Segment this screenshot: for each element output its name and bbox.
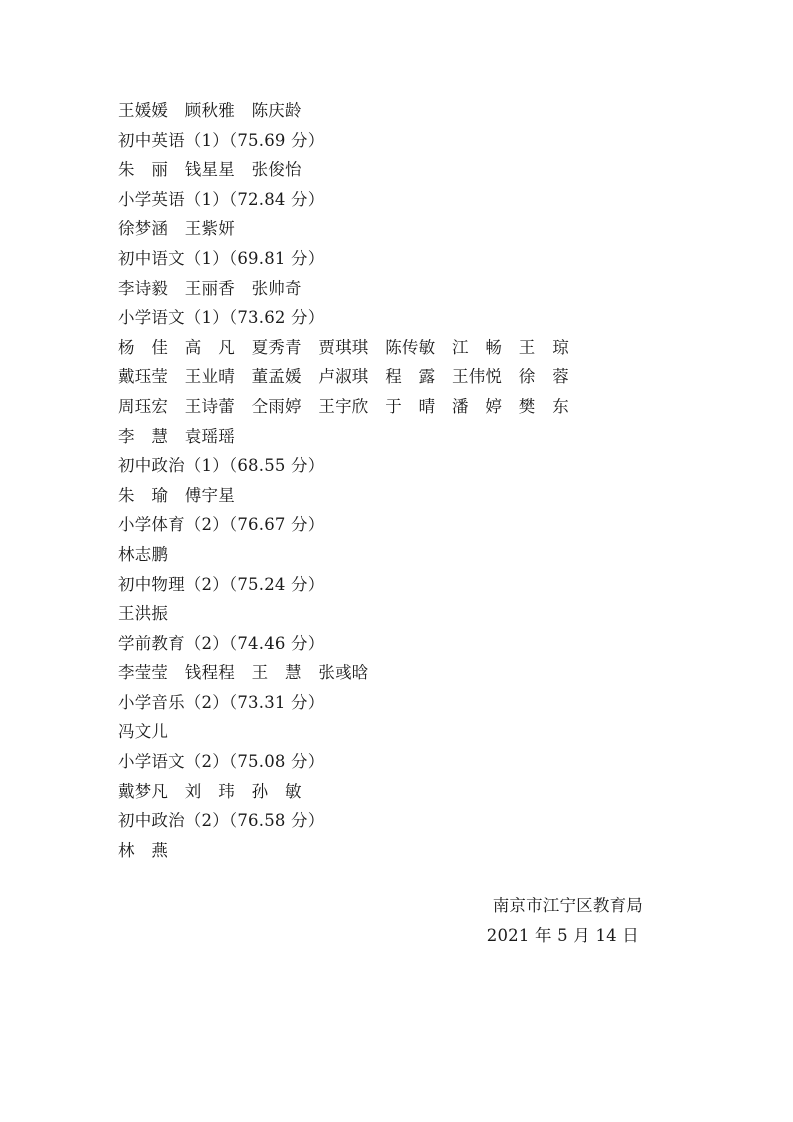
subject-heading: 初中语文（1）（69.81 分） — [118, 248, 325, 268]
name-row: 林 燕 — [118, 840, 169, 860]
name-row: 戴珏莹 王业晴 董孟媛 卢淑琪 程 露 王伟悦 徐 蓉 — [118, 367, 569, 387]
subject-heading: 小学语文（2）（75.08 分） — [118, 752, 325, 772]
subject-heading: 小学英语（1）（72.84 分） — [118, 189, 325, 209]
subject-heading: 小学体育（2）（76.67 分） — [118, 515, 325, 535]
name-row: 林志鹏 — [118, 544, 169, 564]
subject-heading: 初中政治（2）（76.58 分） — [118, 811, 325, 831]
name-row: 冯文儿 — [118, 722, 169, 742]
name-row: 周珏宏 王诗蕾 仝雨婷 王宇欣 于 晴 潘 婷 樊 东 — [118, 396, 569, 416]
name-row: 王洪振 — [118, 604, 169, 624]
name-row: 朱 瑜 傅宇星 — [118, 485, 235, 505]
name-row: 王媛媛 顾秋雅 陈庆龄 — [118, 101, 302, 120]
subject-heading: 初中物理（2）（75.24 分） — [118, 574, 325, 594]
subject-heading: 小学语文（1）（73.62 分） — [118, 308, 325, 328]
signature-block — [463, 891, 643, 950]
subject-heading: 小学音乐（2）（73.31 分） — [118, 692, 325, 712]
name-list — [118, 96, 638, 865]
subject-heading: 初中英语（1）（75.69 分） — [118, 130, 325, 150]
name-row: 徐梦涵 王紫妍 — [118, 219, 235, 239]
subject-heading: 初中政治（1）（68.55 分） — [118, 456, 325, 476]
name-row: 李 慧 袁瑶瑶 — [118, 426, 235, 446]
name-row: 戴梦凡 刘 玮 孙 敏 — [118, 781, 302, 801]
issuing-organization: 南京市江宁区教育局 — [492, 896, 643, 915]
name-row: 李莹莹 钱程程 王 慧 张彧晗 — [118, 663, 369, 683]
subject-heading: 学前教育（2）（74.46 分） — [118, 633, 325, 653]
name-row: 李诗毅 王丽香 张帅奇 — [118, 278, 302, 298]
name-row: 杨 佳 高 凡 夏秀青 贾琪琪 陈传敏 江 畅 王 琼 — [118, 337, 569, 357]
name-row: 朱 丽 钱星星 张俊怡 — [118, 160, 302, 180]
issue-date: 2021 年 5 月 14 日 — [486, 925, 639, 945]
